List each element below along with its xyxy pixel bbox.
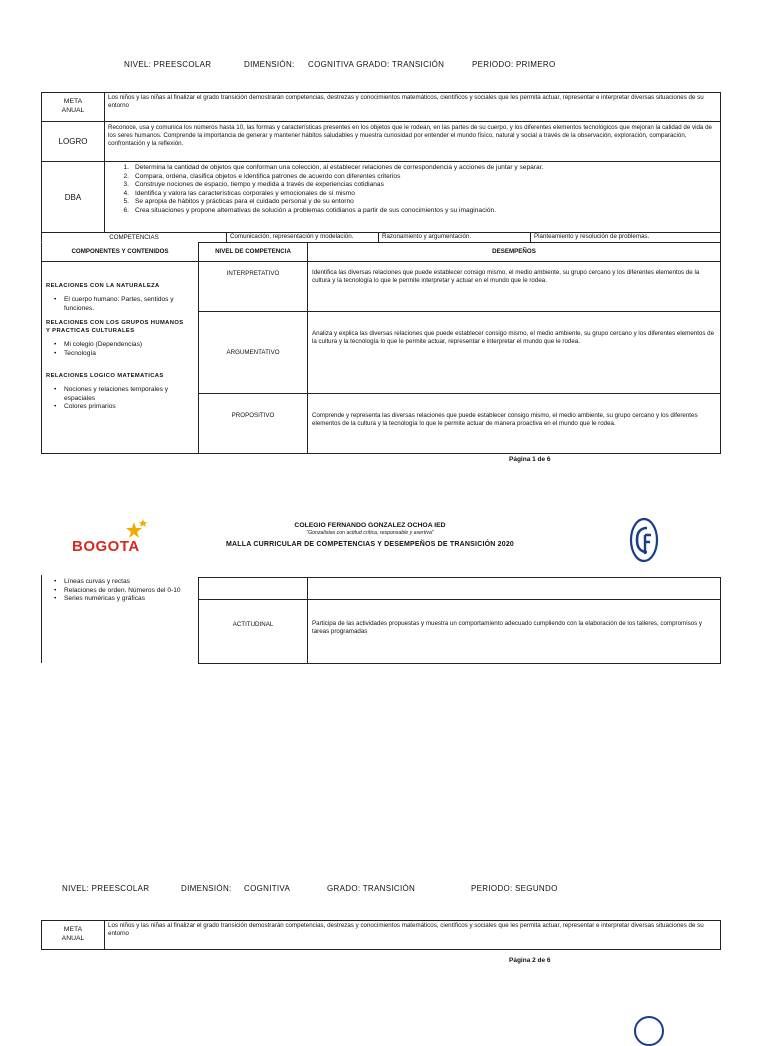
header2-nivel: NIVEL: PREESCOLAR [62, 884, 150, 893]
dba-item-text: Identifica y valora las características corporales y emocionales de sí mismo [135, 189, 355, 197]
dba-item [115, 190, 720, 199]
school-logo [629, 516, 659, 564]
header-dimension: DIMENSIÓN: [244, 60, 295, 69]
sec-naturaleza-list [50, 296, 196, 313]
header-periodo: PERIODO: PRIMERO [472, 60, 556, 69]
meta-anual-text: Los niños y las niñas al finalizar el grado transición demostrarán competencias, destrezas y conocimientos matemáticos, científicos y sociales que les permita actuar, representar e interpretar diversas situaciones de su entorno [104, 92, 721, 122]
meta-anual-label: META ANUAL [41, 92, 105, 122]
dba-label: DBA [41, 161, 105, 233]
meta-anual-label-2: META ANUAL [41, 920, 105, 950]
star-icon [126, 522, 142, 538]
competencia-1: Comunicación, representación y modelación. [226, 232, 379, 243]
bogota-logo [72, 519, 154, 561]
school-logo-graphic [629, 516, 659, 564]
list-item: • Tecnología [50, 350, 196, 359]
dba-item-number: 4. [123, 189, 129, 197]
dba-item-text: Determina la cantidad de objetos que conforman una colección, al establecer relaciones de correspondencia y acciones de juntar y separar. [135, 164, 544, 171]
competencias-label: COMPETENCIAS [41, 232, 227, 243]
col-header-componentes: COMPONENTES Y CONTENIDOS [41, 242, 199, 262]
desempeno-actitudinal: Participa de las actividades propuestas y muestra un comportamiento adecuado cumpliendo con la elaboración de los talleres, compromisos y tareas programadas [307, 599, 721, 664]
level-propositivo: PROPOSITIVO [198, 393, 308, 454]
dba-list [104, 161, 721, 233]
dba-item-text: Se apropia de hábitos y prácticas para el cuidado personal y de su entorno [135, 198, 354, 206]
dba-item-number: 2. [123, 172, 129, 180]
components-left-border [41, 261, 42, 454]
school-header [200, 522, 540, 548]
col-header-nivel: NIVEL DE COMPETENCIA [198, 242, 308, 262]
empty-desempeno-cell [307, 577, 721, 600]
level-actitudinal: ACTITUDINAL [198, 599, 308, 664]
list-item: • Líneas curvas y rectas [50, 578, 200, 587]
list-item: • Nociones y relaciones temporales y espaciales [50, 386, 170, 403]
page-number-1: Página 1 de 6 [509, 456, 551, 463]
level-argumentativo: ARGUMENTATIVO [198, 311, 308, 394]
cont-left-border [41, 575, 42, 663]
dba-item-number: 1. [123, 164, 129, 171]
logro-text: Reconoce, usa y comunica los números hasta 10, las formas y características presentes en los objetos que le rodean, en las partes de su cuerpo, y los diferentes elementos tecnológicos que mejoran la calidad de vida de los seres humanos. Comprende la importancia de generar y mantener hábitos saludables y muestra curiosidad por entender el mundo físico, natural y social a través de la observación, exploración, comparación, confrontación y la reflexión. [104, 121, 721, 162]
star-icon-small [139, 519, 147, 527]
desempeno-interpretativo: Identifica las diversas relaciones que puede establecer consigo mismo, el medio ambiente, su grupo cercano y los diferentes elementos de la cultura y la tecnología lo que le permite interpretar y actuar en el mundo que le rodea. [307, 261, 721, 312]
dba-item [115, 198, 720, 207]
list-item: • Series numéricas y gráficas [50, 595, 200, 604]
competencia-2: Razonamiento y argumentación. [378, 232, 531, 243]
meta-anual-text-2: Los niños y las niñas al finalizar el grado transición demostrarán competencias, destrezas y conocimientos matemáticos, científicos y sociales que les permita actuar, representar e interpretar diversas situaciones de su entorno [104, 920, 721, 950]
page-number-2: Página 2 de 6 [509, 957, 551, 964]
list-item: • El cuerpo humano: Partes, sentidos y funciones. [50, 296, 196, 313]
doc-title: MALLA CURRICULAR DE COMPETENCIAS Y DESEMPEÑOS DE TRANSICIÓN 2020 [225, 541, 515, 548]
dba-item-text: Crea situaciones y propone alternativas de solución a problemas cotidianos a partir de sus conocimientos y su imaginación. [135, 206, 497, 214]
contents-continued [50, 578, 200, 604]
sec-logico-list [50, 386, 170, 412]
competencia-3: Planteamiento y resolución de problemas. [530, 232, 721, 243]
level-interpretativo: INTERPRETATIVO [198, 261, 308, 312]
dba-item-text: Construye nociones de espacio, tiempo y medida a través de experiencias cotidianas [135, 181, 384, 189]
header2-cognitiva: COGNITIVA [244, 884, 291, 893]
list-item: • Colores primarios [50, 403, 170, 412]
components-bottom-border [41, 453, 199, 454]
header2-dimension: DIMENSIÓN: [181, 884, 232, 893]
dba-item-text: Compara, ordena, clasifica objetos e identifica patrones de acuerdo con diferentes criterios [135, 172, 401, 180]
logro-label: LOGRO [41, 121, 105, 162]
sec-grupos-list [50, 341, 196, 358]
list-item: • Relaciones de orden. Números del 0-10 [50, 587, 200, 596]
components-content [46, 282, 196, 412]
desempeno-propositivo: Comprende y representa las diversas relaciones que puede establecer consigo mismo, el medio ambiente, su grupo cercano y los diferentes elementos de la cultura y la tecnología lo que le permite actuar de manera proactiva en el mundo que le rodea. [307, 393, 721, 454]
col-header-desempenos: DESEMPEÑOS [307, 242, 721, 262]
desempeno-argumentativo: Analiza y explica las diversas relaciones que puede establecer consigo mismo, el medio ambiente, su grupo cercano y los diferentes elementos de la cultura y la tecnología lo que le permite actuar, representar e interpretar el mundo que le rodea. [307, 311, 721, 394]
dba-item-number: 3. [123, 181, 129, 189]
sec-naturaleza-title: RELACIONES CON LA NATURALEZA [46, 283, 160, 289]
dba-item-number: 5. [123, 198, 129, 206]
dba-item [115, 207, 720, 216]
bogota-logo-text: BOGOTA [72, 538, 140, 555]
dba-item [115, 181, 720, 190]
header2-grado: GRADO: TRANSICIÓN [327, 884, 416, 893]
empty-level-cell [198, 577, 308, 600]
header-grado: COGNITIVA GRADO: TRANSICIÓN [308, 60, 445, 69]
sec-grupos-title: RELACIONES CON LOS GRUPOS HUMANOS Y PRACTICAS CULTURALES [46, 320, 184, 334]
school-motto: "Gonzalistas con actitud crítica, responsable y asertiva" [306, 530, 434, 536]
header2-periodo: PERIODO: SEGUNDO [471, 884, 558, 893]
dba-item [115, 164, 720, 173]
dba-item [115, 173, 720, 182]
sec-logico-title: RELACIONES LOGICO MATEMATICAS [46, 373, 164, 379]
dba-item-number: 6. [123, 206, 129, 214]
header-nivel: NIVEL: PREESCOLAR [124, 60, 212, 69]
school-name: COLEGIO FERNANDO GONZALEZ OCHOA IED [294, 522, 446, 529]
school-logo-partial [634, 1016, 664, 1046]
list-item: • Mi colegio (Dependencias) [50, 341, 196, 350]
